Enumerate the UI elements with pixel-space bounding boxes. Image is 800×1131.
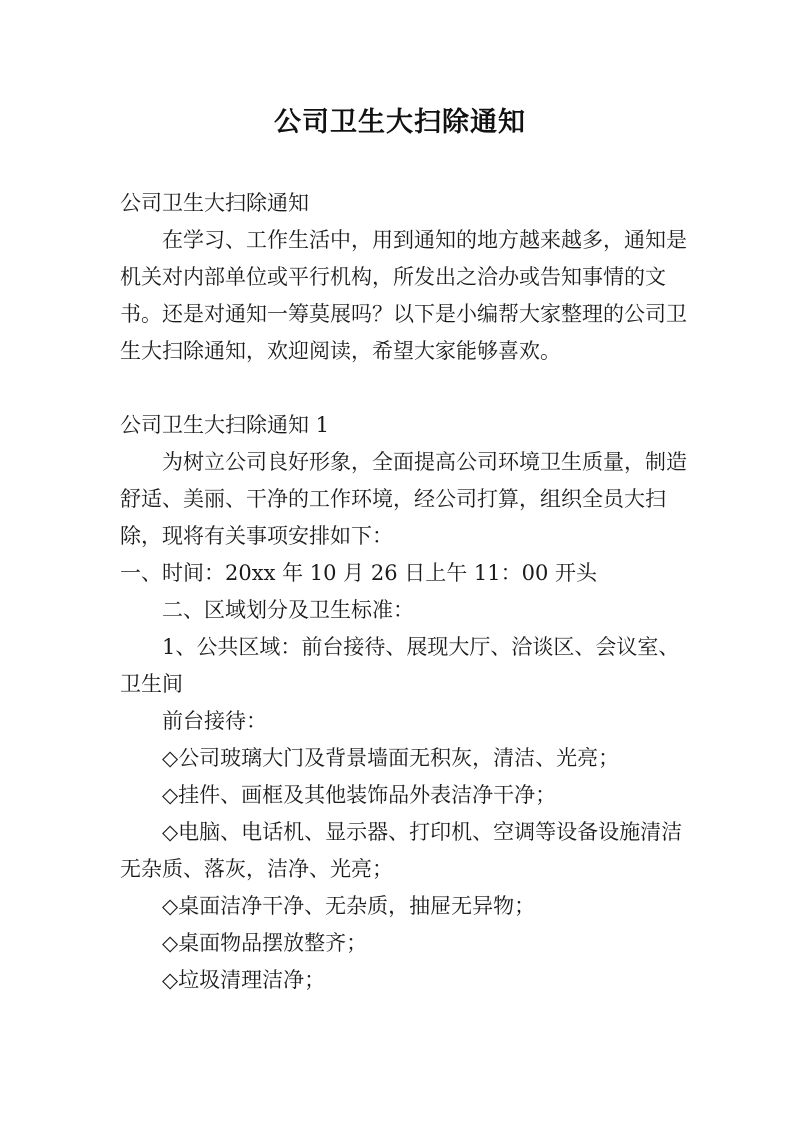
area-division-heading: 二、区域划分及卫生标准： bbox=[162, 598, 414, 622]
list-item: ◇挂件、画框及其他装饰品外表洁净干净； bbox=[162, 783, 557, 807]
reception-heading: 前台接待： bbox=[162, 709, 267, 733]
public-area-item: 1、公共区域：前台接待、展现大厅、洽谈区、会议室、卫生间 bbox=[120, 635, 680, 696]
intro-paragraph: 在学习、工作生活中，用到通知的地方越来越多，通知是机关对内部单位或平行机构，所发出之洽办或告知事情的文书。还是对通知一筹莫展吗？以下是小编帮大家整理的公司卫生大扫除通知，欢迎阅读，希望大家能够喜欢。 bbox=[120, 228, 687, 363]
list-item: ◇公司玻璃大门及背景墙面无积灰，清洁、光亮； bbox=[162, 746, 620, 770]
notice-paragraph: 为树立公司良好形象，全面提高公司环境卫生质量，制造舒适、美丽、干净的工作环境，经公司打算，组织全员大扫除，现将有关事项安排如下： bbox=[120, 450, 687, 548]
document-title: 公司卫生大扫除通知 bbox=[274, 107, 526, 138]
document-body bbox=[120, 185, 690, 999]
section-heading-intro: 公司卫生大扫除通知 bbox=[120, 191, 309, 215]
list-item: ◇桌面洁净干净、无杂质，抽屉无异物； bbox=[162, 894, 536, 918]
list-item: ◇电脑、电话机、显示器、打印机、空调等设备设施清洁无杂质、落灰，洁净、光亮； bbox=[120, 820, 683, 881]
list-item: ◇桌面物品摆放整齐； bbox=[162, 931, 368, 955]
paragraph-spacer bbox=[120, 370, 690, 407]
time-item: 一、时间：20xx 年 10 月 26 日上午 11：00 开头 bbox=[120, 561, 598, 585]
list-item: ◇垃圾清理洁净； bbox=[162, 968, 326, 992]
section-heading-notice-1: 公司卫生大扫除通知 1 bbox=[120, 413, 330, 437]
